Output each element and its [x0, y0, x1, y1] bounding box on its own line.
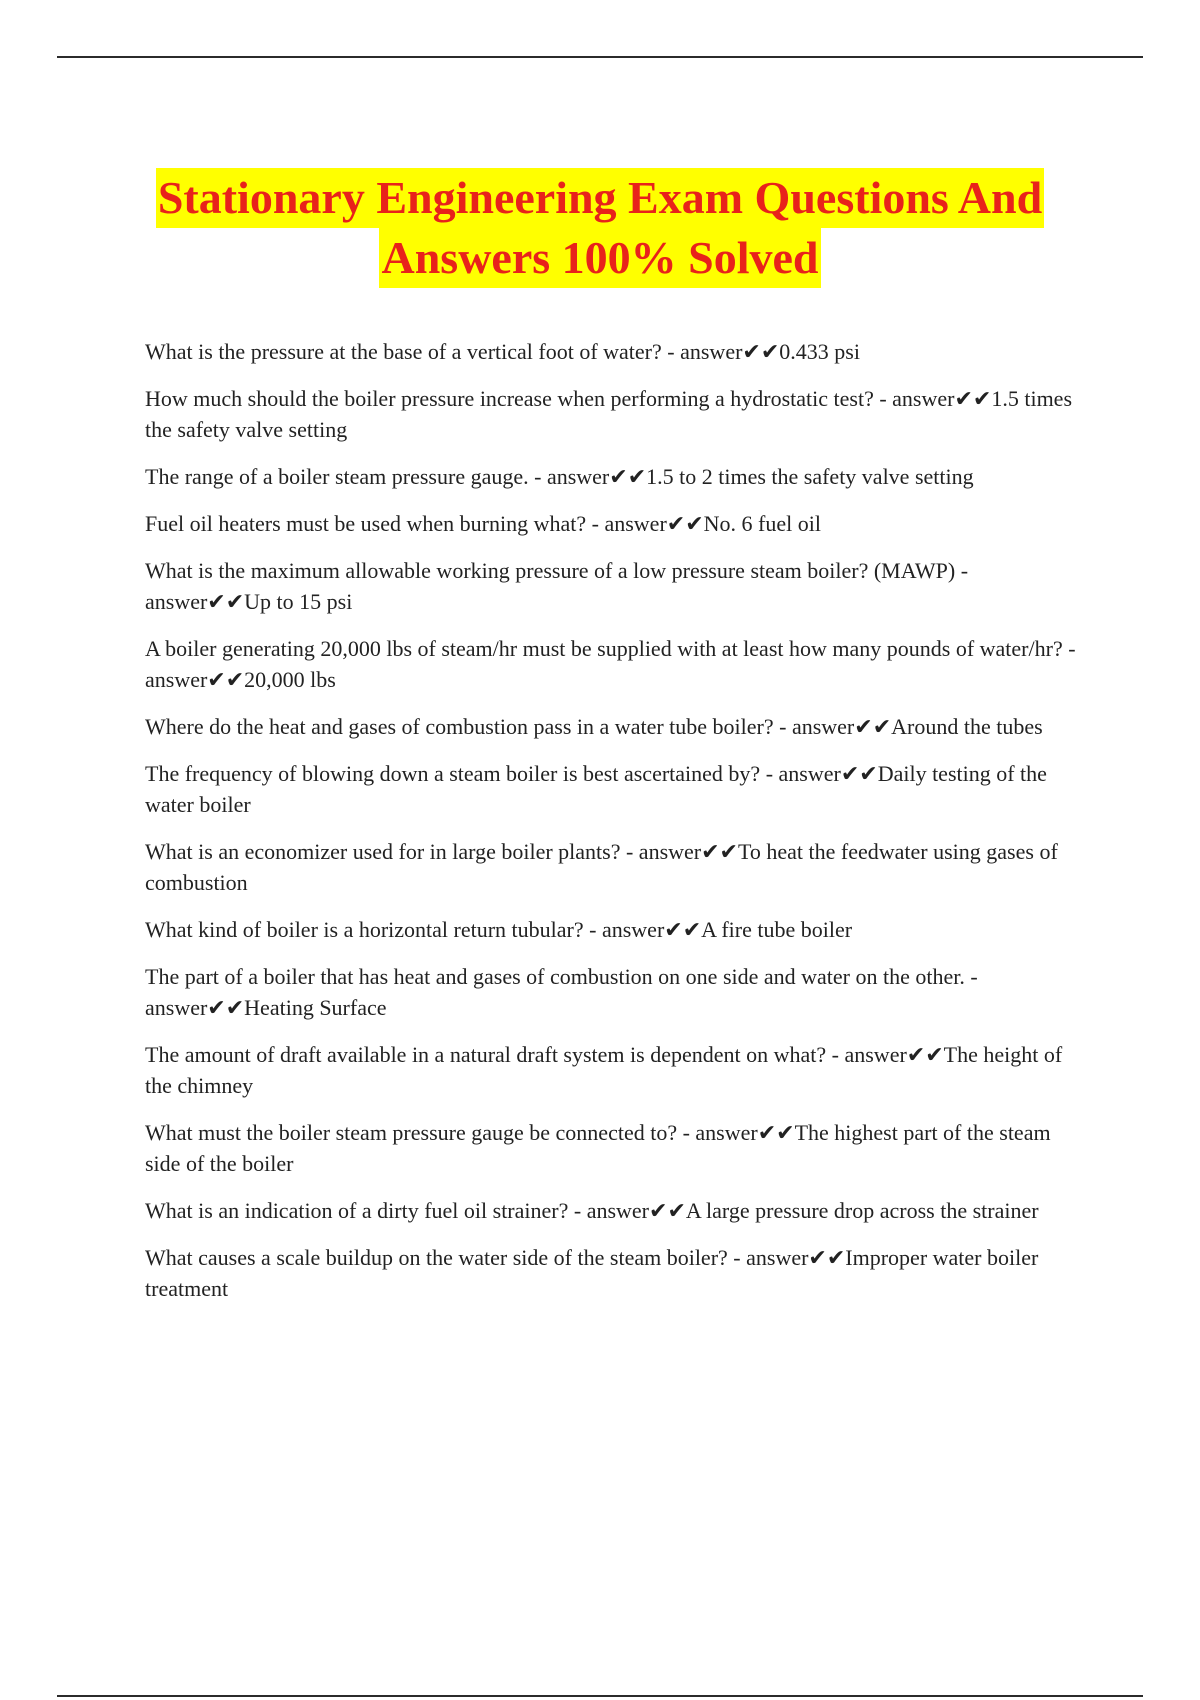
question-text: The amount of draft available in a natural draft system is dependent on what? [145, 1042, 827, 1067]
answer-separator: - answer✔✔ [661, 339, 780, 364]
qa-item [145, 961, 1085, 1023]
title-line-2: Answers 100% Solved [379, 228, 820, 288]
answer-text: 0.433 psi [779, 339, 860, 364]
qa-item [145, 461, 1085, 492]
question-text: What is the pressure at the base of a vertical foot of water? [145, 339, 662, 364]
answer-separator: - answer✔✔ [826, 1042, 944, 1067]
qa-item [145, 633, 1085, 695]
answer-separator: - answer✔✔ [145, 964, 978, 1020]
answer-text: Daily testing of the water boiler [145, 761, 1047, 817]
answer-text: A large pressure drop across the strainer [685, 1198, 1039, 1223]
top-rule [57, 56, 1143, 58]
question-text: A boiler generating 20,000 lbs of steam/hr must be supplied with at least how many pounds of water/hr? [145, 636, 1063, 661]
answer-text: Up to 15 psi [244, 589, 353, 614]
qa-item [145, 758, 1085, 820]
answer-text: Around the tubes [891, 714, 1043, 739]
question-text: How much should the boiler pressure increase when performing a hydrostatic test? [145, 386, 874, 411]
qa-item [145, 508, 1085, 539]
answer-text: 1.5 to 2 times the safety valve setting [646, 464, 974, 489]
answer-separator: - answer✔✔ [583, 917, 702, 942]
question-text: What is an indication of a dirty fuel oil strainer? [145, 1198, 569, 1223]
qa-list [145, 336, 1085, 1320]
answer-text: The height of the chimney [145, 1042, 1063, 1098]
qa-item [145, 1242, 1085, 1304]
answer-separator: - answer✔✔ [145, 636, 1076, 692]
qa-item [145, 336, 1085, 367]
qa-item [145, 1117, 1085, 1179]
question-text: The part of a boiler that has heat and gases of combustion on one side and water on the other. [145, 964, 965, 989]
answer-separator: - answer✔✔ [528, 464, 647, 489]
answer-separator: - answer✔✔ [760, 761, 878, 786]
answer-separator: - answer✔✔ [727, 1245, 846, 1270]
answer-separator: - answer✔✔ [620, 839, 738, 864]
question-text: What causes a scale buildup on the water side of the steam boiler? [145, 1245, 728, 1270]
qa-item [145, 914, 1085, 945]
qa-item [145, 1195, 1085, 1226]
qa-item [145, 383, 1085, 445]
question-text: The range of a boiler steam pressure gauge. [145, 464, 529, 489]
question-text: What kind of boiler is a horizontal return tubular? [145, 917, 584, 942]
answer-text: A fire tube boiler [701, 917, 853, 942]
answer-separator: - answer✔✔ [773, 714, 892, 739]
question-text: What is the maximum allowable working pressure of a low pressure steam boiler? (MAWP) [145, 558, 956, 583]
question-text: The frequency of blowing down a steam boiler is best ascertained by? [145, 761, 761, 786]
answer-separator: - answer✔✔ [873, 386, 992, 411]
answer-separator: - answer✔✔ [586, 511, 704, 536]
qa-item [145, 555, 1085, 617]
answer-separator: - answer✔✔ [145, 558, 969, 614]
question-text: Where do the heat and gases of combustion pass in a water tube boiler? [145, 714, 774, 739]
answer-text: No. 6 fuel oil [703, 511, 821, 536]
answer-text: Improper water boiler treatment [145, 1245, 1039, 1301]
question-text: Fuel oil heaters must be used when burning what? [145, 511, 587, 536]
answer-text: The highest part of the steam side of the boiler [145, 1120, 1051, 1176]
answer-text: 1.5 times the safety valve setting [145, 386, 1073, 442]
bottom-rule [57, 1695, 1143, 1697]
answer-separator: - answer✔✔ [677, 1120, 795, 1145]
title-line-1: Stationary Engineering Exam Questions And [156, 168, 1044, 228]
answer-text: 20,000 lbs [244, 667, 336, 692]
answer-text: Heating Surface [244, 995, 387, 1020]
question-text: What must the boiler steam pressure gauge be connected to? [145, 1120, 678, 1145]
answer-separator: - answer✔✔ [568, 1198, 686, 1223]
qa-item [145, 836, 1085, 898]
document-title [100, 168, 1100, 288]
answer-text: To heat the feedwater using gases of combustion [145, 839, 1058, 895]
qa-item [145, 1039, 1085, 1101]
question-text: What is an economizer used for in large boiler plants? [145, 839, 621, 864]
qa-item [145, 711, 1085, 742]
